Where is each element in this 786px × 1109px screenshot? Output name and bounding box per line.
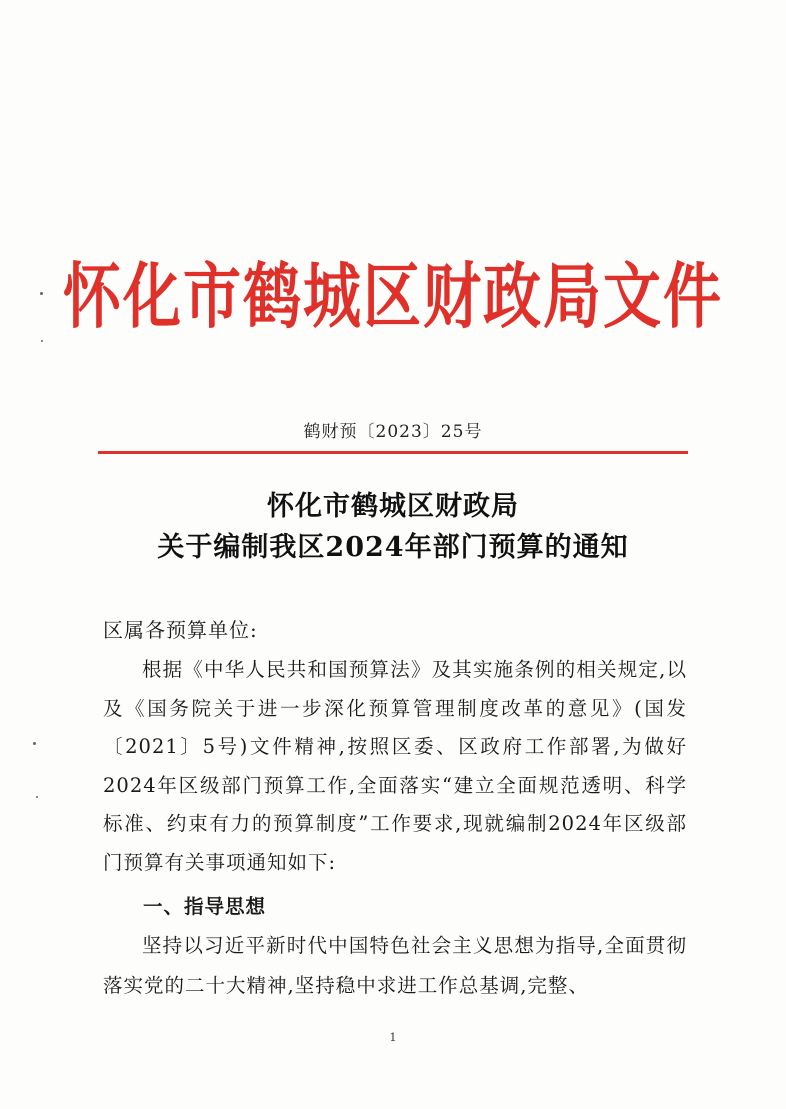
scan-speck: [40, 292, 43, 295]
scan-speck: [36, 796, 38, 798]
page-number: 1: [389, 1031, 397, 1044]
document-number: 鹤财预〔2023〕25号: [303, 422, 483, 442]
red-divider-line: [98, 451, 688, 454]
document-header-title: 怀化市鹤城区财政局文件: [62, 255, 723, 339]
body-paragraph-1: 根据《中华人民共和国预算法》及其实施条例的相关规定,以及《国务院关于进一步深化预算管理制度改革的意见》(国发〔2021〕5号)文件精神,按照区委、区政府工作部署,为做好2024年区级部门预算工作,全面落实“建立全面规范透明、科学标准、约束有力的预算制度”工作要求,现就编制2024年区级部门预算有关事项通知如下:: [103, 658, 687, 874]
scan-speck: [41, 340, 43, 342]
salutation: 区属各预算单位:: [103, 618, 258, 642]
body-paragraph-2: 坚持以习近平新时代中国特色社会主义思想为指导,全面贯彻落实党的二十大精神,坚持稳中求进工作总基调,完整、: [103, 934, 687, 997]
section-heading-guiding-ideology: 一、指导思想: [143, 895, 267, 918]
notice-title-line-2: 关于编制我区2024年部门预算的通知: [157, 532, 629, 563]
scan-speck: [33, 742, 36, 745]
notice-title-line-1: 怀化市鹤城区财政局: [267, 491, 519, 522]
